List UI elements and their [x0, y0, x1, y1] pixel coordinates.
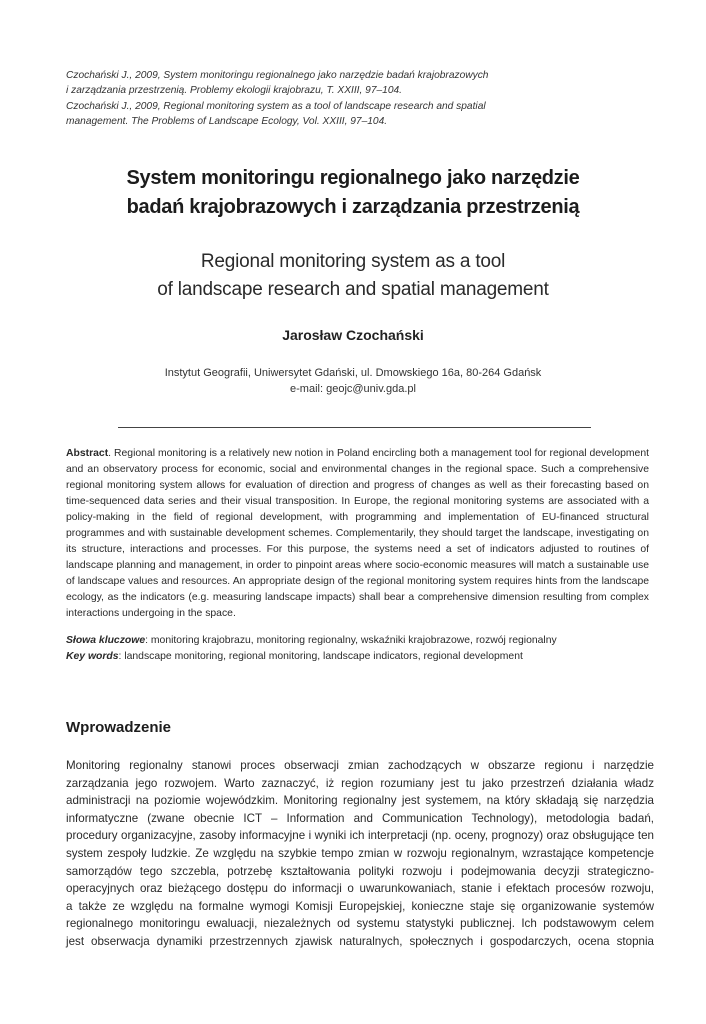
body-line: procedury organizacyjne, zasoby informacyjne i wyniki ich interpretacji (np. oceny, prognozy) oraz obsługujące ten — [66, 829, 654, 843]
section-heading: Wprowadzenie — [66, 719, 172, 736]
keywords-polish — [66, 633, 649, 649]
body-line: administracji na poziomie wojewódzkim. Monitoring regionalny jest systemem, na który składają się narzędzia — [66, 794, 654, 808]
title-line: of landscape research and spatial management — [157, 279, 549, 300]
separator-rule — [118, 427, 591, 428]
keywords-english-label: Key words — [66, 651, 119, 662]
body-paragraph — [66, 757, 654, 951]
keywords-english — [66, 649, 649, 665]
body-line: informatyczne (zwane obecnie ICT – Information and Communication Technology), metodologia badań, — [66, 811, 654, 825]
citation-line: Czochański J., 2009, System monitoringu regionalnego jako narzędzie badań krajobrazowych — [66, 70, 489, 81]
abstract-label: Abstract — [66, 448, 109, 459]
body-line: a także ze względu na formalne wymogi Komisji Europejskiej, konieczne staje się organizowanie systemów — [66, 899, 654, 913]
citation-block — [66, 68, 646, 130]
title-line: Regional monitoring system as a tool — [200, 251, 506, 272]
abstract-text: . Regional monitoring is a relatively new notion in Poland encircling both a management tool for regional development and an observatory process for economic, social and environmental changes in the regional space. Such a comprehensive regional monitoring system allows for evaluation of direction and progress of changes as well as their forecasting based on time-sequenced data series and their visual transposition. In Europe, the regional monitoring systems are associated with a policy-making in the field of regional development, with programming and implementation of EU-financed structural programmes and with sustainable development schemes. Complementarily, they should target the landscape, investigating on its structure, interactions and processes. For this purpose, the systems need a set of indicators adjusted to routines of landscape planning and management, in order to pinpoint areas where socio-economic measures will match a sustainable use of landscape values and resources. An appropriate design of the regional monitoring system requires hints from the landscape ecology, as the indicators (e.g. measuring landscape impacts) shall bear a comprehensive dimension resulting from complex interactions undergoing in the space. — [66, 448, 649, 619]
body-line: zarządzania jego rozwojem. Warto zaznaczyć, iż region rozumiany jest tu jako przestrzeń działania władz — [66, 776, 654, 790]
citation-line: Czochański J., 2009, Regional monitoring system as a tool of landscape research and spatial — [66, 100, 486, 112]
affiliation-email: e-mail: geojc@univ.gda.pl — [290, 382, 416, 395]
body-line: operacyjnych oraz bieżącego dostępu do informacji o uwarunkowaniach, stanie i efektach procesów rozwoju, — [66, 882, 654, 896]
title-line: badań krajobrazowych i zarządzania przestrzenią — [126, 195, 580, 218]
paper-title-english — [0, 248, 706, 304]
body-line: Monitoring regionalny stanowi proces obserwacji zmian zachodzących w obszarze regionu i narzędzie — [66, 759, 654, 772]
keywords-polish-label: Słowa kluczowe — [66, 635, 146, 646]
citation-line: i zarządzania przestrzenią. Problemy ekologii krajobrazu, T. XXIII, 97–104. — [66, 85, 402, 97]
body-line: jest obserwacja dynamiki przestrzennych zjawisk naturalnych, społecznych i gospodarczych, ocena stopnia — [66, 934, 654, 948]
abstract — [66, 446, 649, 622]
title-line: System monitoringu regionalnego jako narzędzie — [126, 167, 580, 189]
body-line: regionalnego monitoringu ewaluacji, niezależnych od systemu statystyki publicznej. Ich podstawowym celem — [66, 917, 654, 931]
body-line: samorządów tego szczebla, potrzebę kształtowania polityki rozwoju i podejmowania decyzji strategiczno- — [66, 864, 654, 878]
paper-title-polish — [0, 164, 706, 221]
keywords-english-text: : landscape monitoring, regional monitoring, landscape indicators, regional development — [118, 651, 523, 662]
author-affiliation — [0, 366, 706, 397]
affiliation-address: Instytut Geografii, Uniwersytet Gdański, ul. Dmowskiego 16a, 80-264 Gdańsk — [164, 367, 542, 379]
author-name: Jarosław Czochański — [282, 327, 424, 343]
citation-line: management. The Problems of Landscape Ecology, Vol. XXIII, 97–104. — [66, 116, 388, 128]
keywords-polish-text: : monitoring krajobrazu, monitoring regionalny, wskaźniki krajobrazowe, rozwój regionalny — [145, 635, 557, 646]
body-line: system zespoły ludzkie. Ze względu na szybkie tempo zmian w rozwoju regionalnym, wzrastające kompetencje — [66, 846, 654, 860]
